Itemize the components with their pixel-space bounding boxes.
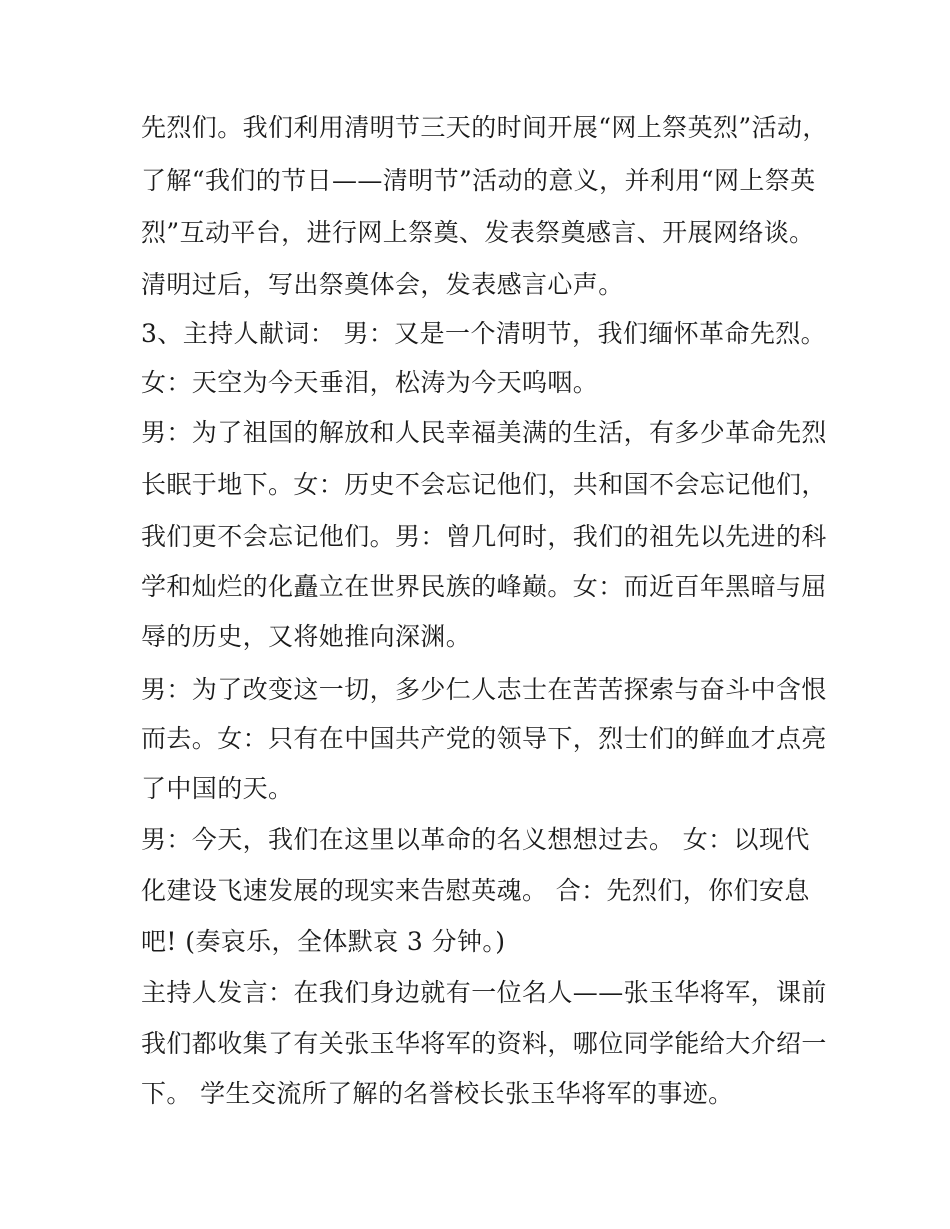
text-line: 长眠于地下。女：历史不会忘记他们，共和国不会忘记他们， [141, 470, 827, 499]
text-line: 男：为了改变这一切，多少仁人志士在苦苦探索与奋斗中含恨 [141, 675, 827, 704]
text-line: 了解“我们的节日——清明节”活动的意义，并利用“网上祭英 [141, 166, 816, 195]
text-line: 学和灿烂的化矗立在世界民族的峰巅。女：而近百年黑暗与屈 [141, 572, 827, 601]
text-line: 3、主持人献词： 男：又是一个清明节，我们缅怀革命先烈。 [141, 319, 827, 348]
text-line: 烈”互动平台，进行网上祭奠、发表祭奠感言、开展网络谈。 [141, 218, 815, 247]
text-line: 辱的历史，又将她推向深渊。 [141, 622, 472, 651]
text-line: 吧! (奏哀乐，全体默哀 3 分钟。) [141, 927, 506, 956]
text-line: 化建设飞速发展的现实来告慰英魂。 合：先烈们，你们安息 [141, 876, 810, 905]
text-line: 而去。女：只有在中国共产党的领导下，烈士们的鲜血才点亮 [141, 724, 827, 753]
text-line: 主持人发言：在我们身边就有一位名人——张玉华将军，课前 [141, 978, 827, 1007]
text-line: 清明过后，写出祭奠体会，发表感言心声。 [141, 270, 624, 299]
text-line: 我们都收集了有关张玉华将军的资料，哪位同学能给大介绍一 [141, 1029, 827, 1058]
text-line: 下。 学生交流所了解的名誉校长张玉华将军的事迹。 [141, 1079, 734, 1108]
text-line: 我们更不会忘记他们。男：曾几何时，我们的祖先以先进的科 [141, 522, 827, 551]
text-line: 男：今天，我们在这里以革命的名义想想过去。 女：以现代 [141, 825, 810, 854]
text-line: 先烈们。我们利用清明节三天的时间开展“网上祭英烈”活动， [141, 113, 828, 142]
text-line: 女：天空为今天垂泪，松涛为今天呜咽。 [141, 368, 599, 397]
text-line: 了中国的天。 [141, 774, 294, 803]
text-line: 男：为了祖国的解放和人民幸福美满的生活，有多少革命先烈 [141, 418, 827, 447]
